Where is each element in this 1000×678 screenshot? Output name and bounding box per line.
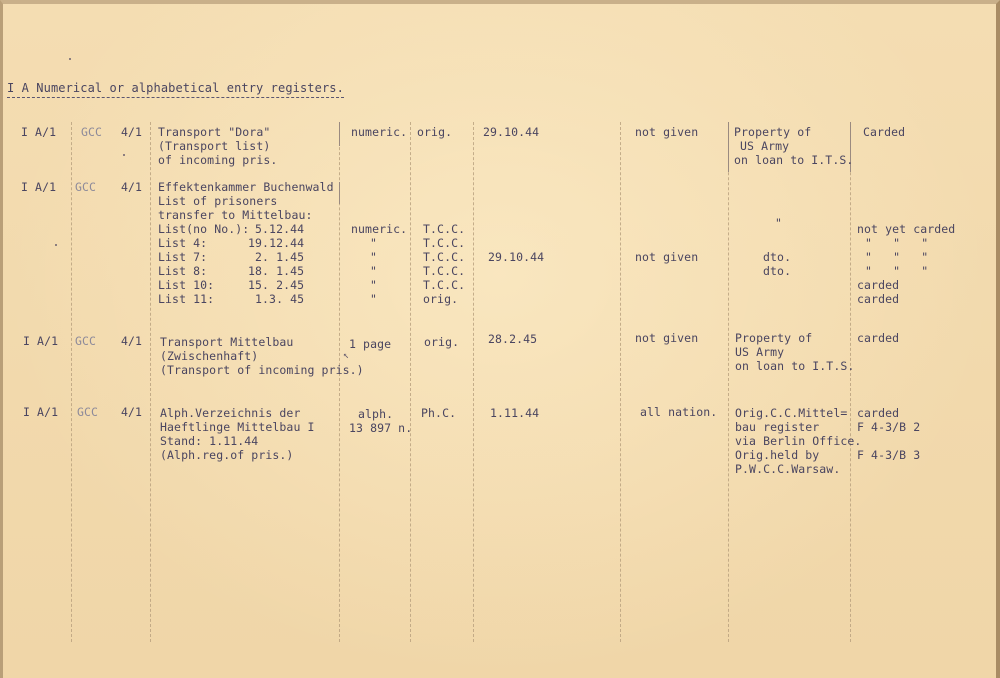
list-name: List 4:	[158, 236, 208, 250]
description-line: Effektenkammer Buchenwald	[158, 180, 334, 194]
description-line: (Alph.reg.of pris.)	[160, 448, 294, 462]
owner-line: US Army	[735, 345, 785, 359]
list-date: 2. 1.45	[255, 250, 305, 264]
list-date: 15. 2.45	[248, 278, 305, 292]
column-divider	[339, 122, 340, 146]
signature: I A/1	[21, 180, 57, 194]
list-name: List 10:	[158, 278, 215, 292]
register-date: 1.11.44	[490, 406, 540, 420]
pencil-mark: ↖	[343, 350, 350, 361]
description-line: transfer to Mittelbau:	[158, 208, 313, 222]
description-line: Transport "Dora"	[158, 125, 271, 139]
file-number: 4/1	[121, 125, 143, 139]
list-form: T.C.C.	[423, 250, 466, 264]
ink-speck	[55, 244, 57, 246]
list-name: List 8:	[158, 264, 208, 278]
column-divider	[71, 122, 72, 642]
owner-line: US Army	[740, 139, 790, 153]
list-name: List(no No.):	[158, 222, 250, 236]
list-kind: "	[370, 250, 378, 264]
list-status: " " "	[865, 236, 929, 250]
column-divider	[620, 122, 621, 642]
description-line: Alph.Verzeichnis der	[160, 406, 301, 420]
owner-line: on loan to I.T.S.	[735, 359, 855, 373]
register-form: orig.	[424, 335, 460, 349]
list-status: carded	[857, 278, 900, 292]
nationality: not given	[635, 250, 699, 264]
list-status: not yet carded	[857, 222, 956, 236]
owner-line: Orig.held by	[735, 448, 820, 462]
column-divider	[850, 122, 851, 642]
column-divider	[339, 182, 340, 204]
ink-speck	[69, 58, 71, 60]
column-divider	[410, 122, 411, 642]
list-form: T.C.C.	[423, 264, 466, 278]
nationality: all nation.	[640, 405, 718, 419]
owner-line: dto.	[763, 250, 792, 264]
owner-line: Orig.C.C.Mittel=	[735, 406, 848, 420]
register-form: orig.	[417, 125, 453, 139]
column-divider	[150, 122, 151, 642]
card-status: Carded	[863, 125, 906, 139]
list-date: 19.12.44	[248, 236, 305, 250]
list-kind: numeric.	[351, 222, 408, 236]
list-form: orig.	[423, 292, 459, 306]
list-name: List 7:	[158, 250, 208, 264]
description-line: Haeftlinge Mittelbau I	[160, 420, 315, 434]
signature: I A/1	[23, 334, 59, 348]
list-form: T.C.C.	[423, 236, 466, 250]
record-count: 13 897 n.	[349, 421, 413, 435]
description-line: Transport Mittelbau	[160, 335, 294, 349]
list-status: " " "	[865, 250, 929, 264]
file-number: 4/1	[121, 180, 143, 194]
column-divider	[728, 122, 729, 642]
card-reference: F 4-3/B 2	[857, 420, 921, 434]
owner-line: Property of	[735, 331, 813, 345]
description-line: (Transport list)	[158, 139, 271, 153]
list-status: " " "	[865, 264, 929, 278]
owner-line: Property of	[734, 125, 812, 139]
collection-code: GCC	[75, 180, 97, 194]
list-kind: "	[370, 264, 378, 278]
collection-code: GCC	[77, 405, 99, 419]
register-date: 29.10.44	[488, 250, 545, 264]
ink-speck	[123, 154, 125, 156]
nationality: not given	[635, 125, 699, 139]
owner-line: via Berlin Office.	[735, 434, 862, 448]
register-kind: alph.	[358, 407, 394, 421]
description-line: Stand: 1.11.44	[160, 434, 259, 448]
list-kind: "	[370, 292, 378, 306]
card-status: carded	[857, 406, 900, 420]
owner-line: P.W.C.C.Warsaw.	[735, 462, 841, 476]
list-kind: "	[370, 236, 378, 250]
page-heading: I A Numerical or alphabetical entry registers.	[7, 81, 344, 98]
register-kind: 1 page	[349, 337, 392, 351]
collection-code: GCC	[75, 334, 97, 348]
nationality: not given	[635, 331, 699, 345]
description-line: of incoming pris.	[158, 153, 278, 167]
list-name: List 11:	[158, 292, 215, 306]
register-date: 28.2.45	[488, 332, 538, 346]
register-date: 29.10.44	[483, 125, 540, 139]
signature: I A/1	[21, 125, 57, 139]
list-date: 18. 1.45	[248, 264, 305, 278]
description-line: (Transport of incoming pris.)	[160, 363, 364, 377]
register-form: Ph.C.	[421, 406, 457, 420]
list-form: T.C.C.	[423, 222, 466, 236]
owner-line: bau register	[735, 420, 820, 434]
list-status: carded	[857, 292, 900, 306]
file-number: 4/1	[121, 334, 143, 348]
list-date: 1.3. 45	[255, 292, 305, 306]
column-divider	[473, 122, 474, 642]
signature: I A/1	[23, 405, 59, 419]
register-kind: numeric.	[351, 125, 408, 139]
owner-line: on loan to I.T.S.	[734, 153, 854, 167]
list-kind: "	[370, 278, 378, 292]
description-line: (Zwischenhaft)	[160, 349, 259, 363]
owner-ditto: "	[775, 216, 783, 230]
description-line: List of prisoners	[158, 194, 278, 208]
list-date: 5.12.44	[255, 222, 305, 236]
list-form: T.C.C.	[423, 278, 466, 292]
card-reference: F 4-3/B 3	[857, 448, 921, 462]
card-status: carded	[857, 331, 900, 345]
owner-line: dto.	[763, 264, 792, 278]
file-number: 4/1	[121, 405, 143, 419]
collection-code: GCC	[81, 125, 103, 139]
column-divider	[728, 122, 729, 172]
